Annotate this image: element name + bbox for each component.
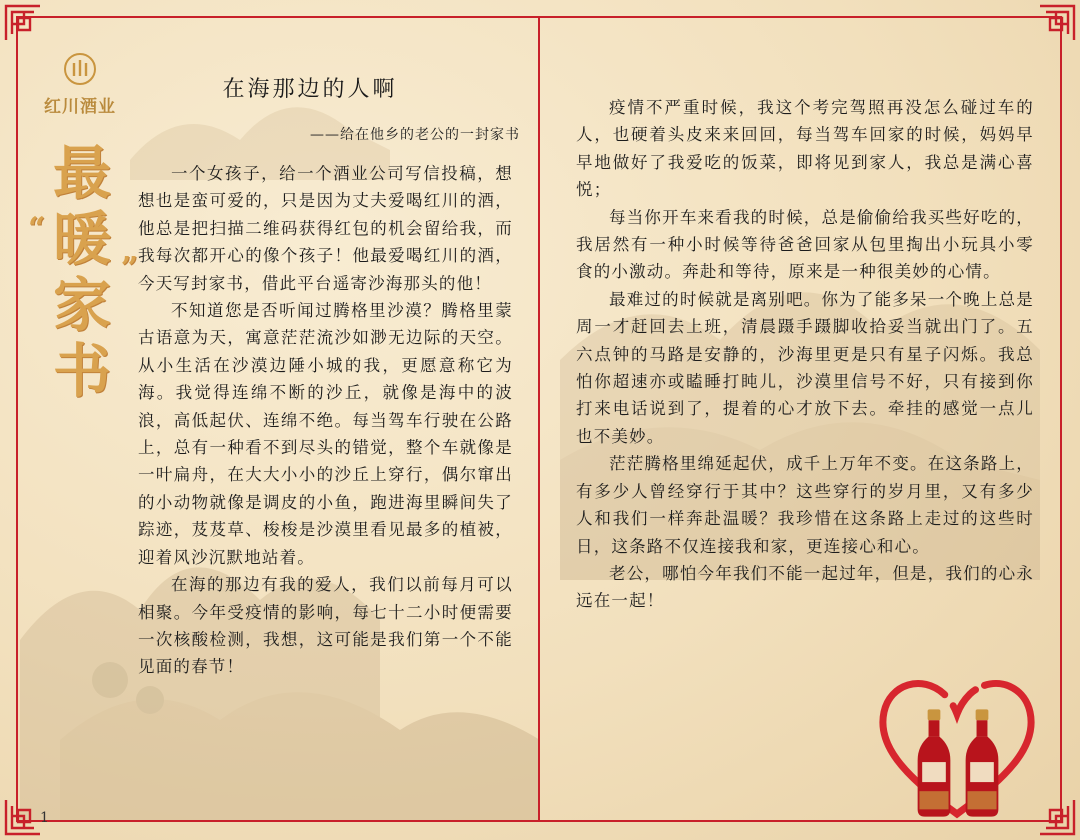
- paragraph: 不知道您是否听闻过腾格里沙漠？腾格里蒙古语意为天，寓意茫茫流沙如渺无边际的天空。从小生活在沙漠边陲小城的我，更愿意称它为海。我觉得连绵不断的沙丘，就像是海中的波浪，高低起伏、连绵不绝。每当驾车行驶在公路上，总有一种看不到尽头的错觉，整个车就像是一叶扁舟，在大大小小的沙丘上穿行，偶尔窜出的小动物就像是调皮的小鱼，跑进海里瞬间失了踪迹，芨芨草、梭梭是沙漠里看见最多的植被，迎着风沙沉默地站着。: [138, 301, 513, 567]
- side-title-char-quoted: [28, 205, 138, 286]
- side-title-char: 最: [52, 139, 111, 207]
- paragraph: 疫情不严重时候，我这个考完驾照再没怎么碰过车的人，也硬着头皮来来回回，每当驾车回家的时候，妈妈早早地做好了我爱吃的饭菜，即将见到家人，我总是满心喜悦；: [576, 98, 1034, 200]
- heart-decoration-icon: [872, 664, 1042, 824]
- brand-logo: [40, 52, 120, 117]
- brand-name: 红川酒业: [44, 97, 116, 117]
- close-quote: ”: [120, 251, 138, 286]
- liquor-bottle-icon: [914, 704, 954, 822]
- liquor-bottle-icon: [962, 704, 1002, 822]
- side-title-char: 书: [52, 337, 111, 405]
- corner-ornament-icon: [1036, 796, 1078, 838]
- paragraph: 在海的那边有我的爱人，我们以前每月可以相聚。今年受疫情的影响，每七十二小时便需要一次核酸检测，我想，这可能是我们第一个不能见面的春节！: [138, 575, 513, 677]
- corner-ornament-icon: [2, 2, 44, 44]
- corner-ornament-icon: [2, 796, 44, 838]
- open-quote: “: [28, 211, 46, 246]
- paragraph: 茫茫腾格里绵延起伏，成千上万年不变。在这条路上，有多少人曾经穿行于其中？这些穿行的岁月里，又有多少人和我们一样奔赴温暖？我珍惜在这条路上走过的这些时日，这条路不仅连接我和家，更连接心和心。: [576, 454, 1034, 556]
- paragraph: 最难过的时候就是离别吧。你为了能多呆一个晚上总是周一才赶回去上班，清晨蹑手蹑脚收拾妥当就出门了。五六点钟的马路是安静的，沙海里更是只有星子闪烁。我总怕你超速亦或瞌睡打盹儿，沙漠里信号不好，只有接到你打来电话说到了，提着的心才放下去。牵挂的感觉一点儿也不美妙。: [576, 289, 1034, 446]
- center-divider: [538, 16, 540, 822]
- letter-subtitle: ——给在他乡的老公的一封家书: [310, 127, 520, 143]
- side-title: [28, 139, 138, 405]
- corner-ornament-icon: [1036, 2, 1078, 44]
- page-number: 1: [40, 810, 49, 826]
- left-column: [138, 160, 513, 681]
- side-title-char: 暖: [52, 205, 111, 273]
- letter-title: 在海那边的人啊: [222, 77, 398, 102]
- right-column: [576, 94, 1034, 615]
- paragraph: 每当你开车来看我的时候，总是偷偷给我买些好吃的，我居然有一种小时候等待爸爸回家从包里掏出小玩具小零食的小激动。奔赴和等待，原来是一种很美妙的心情。: [576, 207, 1034, 282]
- paragraph: 一个女孩子，给一个酒业公司写信投稿，想想也是蛮可爱的，只是因为丈夫爱喝红川的酒，他总是把扫描二维码获得红包的机会留给我，而我每次都开心的像个孩子！他最爱喝红川的酒，今天写封家书，借此平台遥寄沙海那头的他！: [138, 164, 513, 293]
- side-title-char: 家: [52, 271, 111, 339]
- paragraph: 老公，哪怕今年我们不能一起过年，但是，我们的心永远在一起！: [576, 563, 1034, 611]
- brand-emblem-icon: [63, 52, 97, 86]
